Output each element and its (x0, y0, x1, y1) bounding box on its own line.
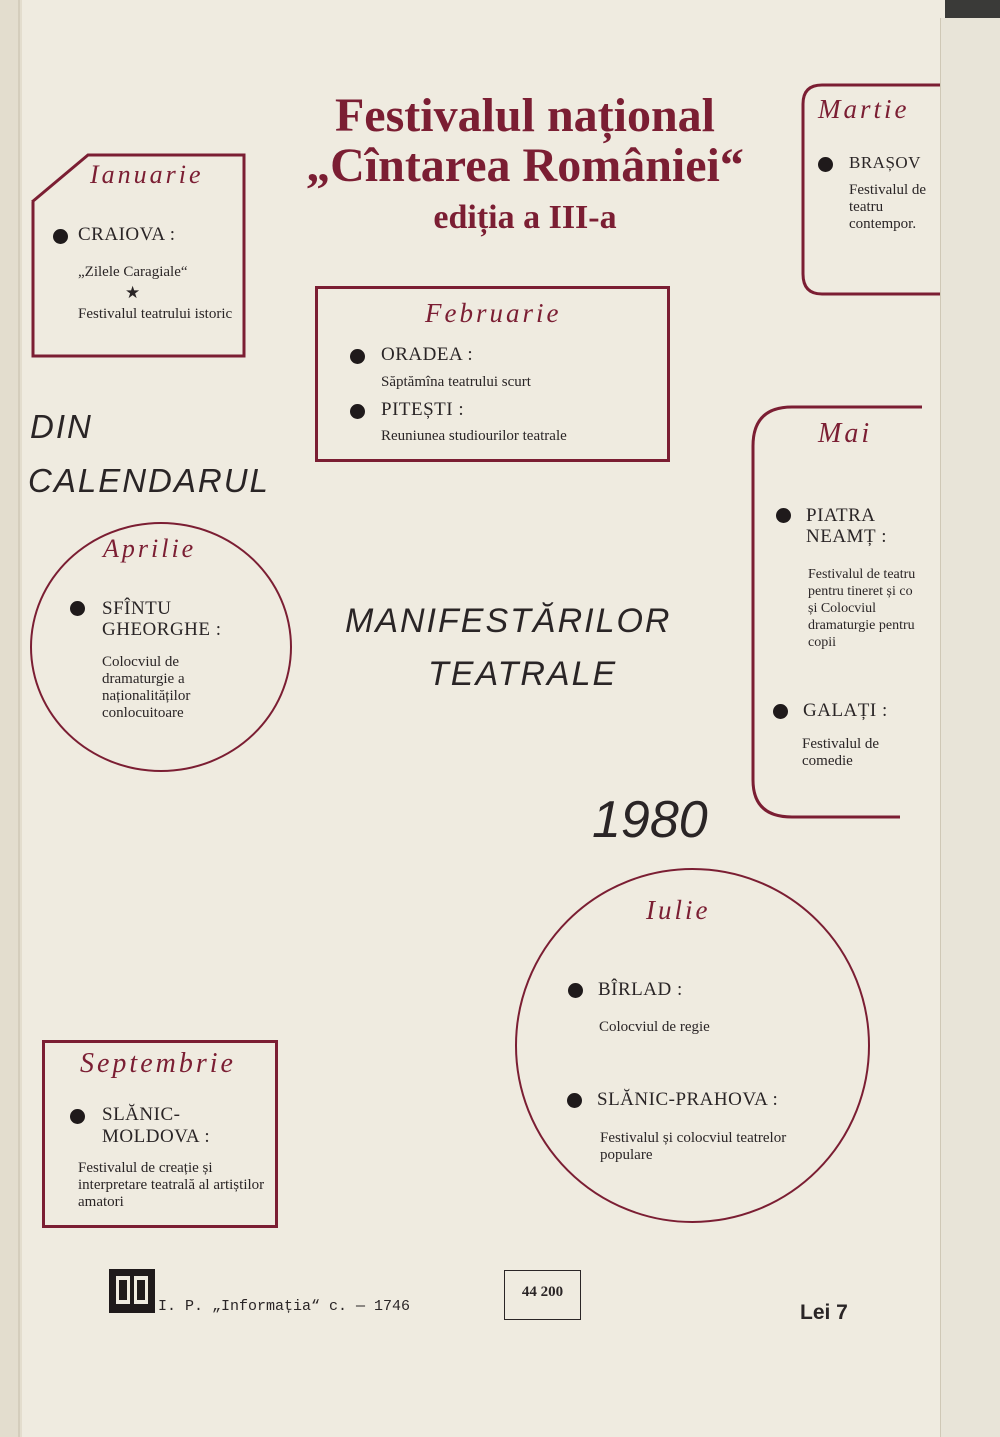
month-septembrie: Septembrie (80, 1048, 236, 1079)
month-mai: Mai (818, 418, 873, 449)
event-colocviul-dramaturgie: Colocviul de dramaturgie a naționalităților conlocuitoare (102, 654, 191, 721)
city-sfintu-gheorghe: SFÎNTU GHEORGHE : (102, 598, 222, 640)
event-teatre-populare: Festivalul și colocviul teatrelor populare (600, 1130, 787, 1163)
month-ianuarie: Ianuarie (90, 160, 204, 189)
event-zilele-caragiale: „Zilele Caragiale“ (78, 264, 188, 280)
printer-logo-icon (108, 1268, 156, 1314)
event-teatru-contemporan: Festivalul de teatru contempor. (849, 182, 927, 232)
side-title-manifestarilor: MANIFESTĂRILOR (345, 602, 672, 640)
code-number: 44 200 (521, 1284, 564, 1300)
city-galati: GALAȚI : (803, 700, 888, 721)
bullet-icon (773, 704, 788, 719)
bullet-icon (70, 601, 85, 616)
bullet-icon (350, 349, 365, 364)
printer-info: I. P. „Informația“ c. — 1746 (158, 1298, 411, 1315)
event-artisti-amatori: Festivalul de creație și interpretare teatrală al artiștilor amatori (78, 1160, 265, 1210)
price: Lei 7 (800, 1301, 848, 1324)
bullet-icon (568, 983, 583, 998)
bullet-icon (818, 157, 833, 172)
star-icon: ★ (125, 283, 141, 302)
festival-title-line1: Festivalul național (334, 89, 716, 142)
festival-title-line2: „Cîntarea României“ (306, 139, 744, 192)
month-aprilie: Aprilie (103, 534, 197, 563)
city-pitesti: PITEȘTI : (381, 399, 465, 420)
month-februarie: Februarie (425, 298, 562, 328)
event-teatru-scurt: Săptămîna teatrului scurt (381, 374, 531, 390)
bullet-icon (567, 1093, 582, 1108)
side-title-teatrale: TEATRALE (428, 655, 618, 693)
bullet-icon (53, 229, 68, 244)
city-birlad: BÎRLAD : (598, 979, 683, 1000)
city-slanic-moldova: SLĂNIC-MOLDOVA : (102, 1104, 211, 1147)
next-page-edge (940, 18, 1000, 1437)
bullet-icon (70, 1109, 85, 1124)
event-festival-comedie: Festivalul de comedie (802, 736, 880, 769)
city-oradea: ORADEA : (381, 344, 474, 365)
festival-edition: ediția a III-a (433, 199, 617, 236)
page-fold-line (18, 0, 20, 1437)
event-studiouri-teatrale: Reuniunea studiourilor teatrale (381, 428, 567, 444)
event-colocviul-regie: Colocviul de regie (599, 1019, 710, 1035)
year: 1980 (592, 791, 708, 849)
event-teatru-tineret: Festivalul de teatru pentru tineret și co și Colocviul dramaturgie pentru copii (808, 567, 916, 650)
bullet-icon (350, 404, 365, 419)
bullet-icon (776, 508, 791, 523)
city-brasov: BRAȘOV (849, 153, 921, 172)
event-teatru-istoric: Festivalul teatrului istoric (78, 306, 233, 322)
month-iulie: Iulie (646, 895, 711, 925)
side-title-din: DIN (30, 408, 93, 445)
side-title-calendarul: CALENDARUL (28, 462, 270, 499)
month-martie: Martie (818, 94, 910, 124)
city-piatra-neamt: PIATRA NEAMȚ : (806, 505, 888, 547)
city-craiova: CRAIOVA : (78, 224, 176, 245)
city-slanic-prahova: SLĂNIC-PRAHOVA : (597, 1089, 779, 1110)
